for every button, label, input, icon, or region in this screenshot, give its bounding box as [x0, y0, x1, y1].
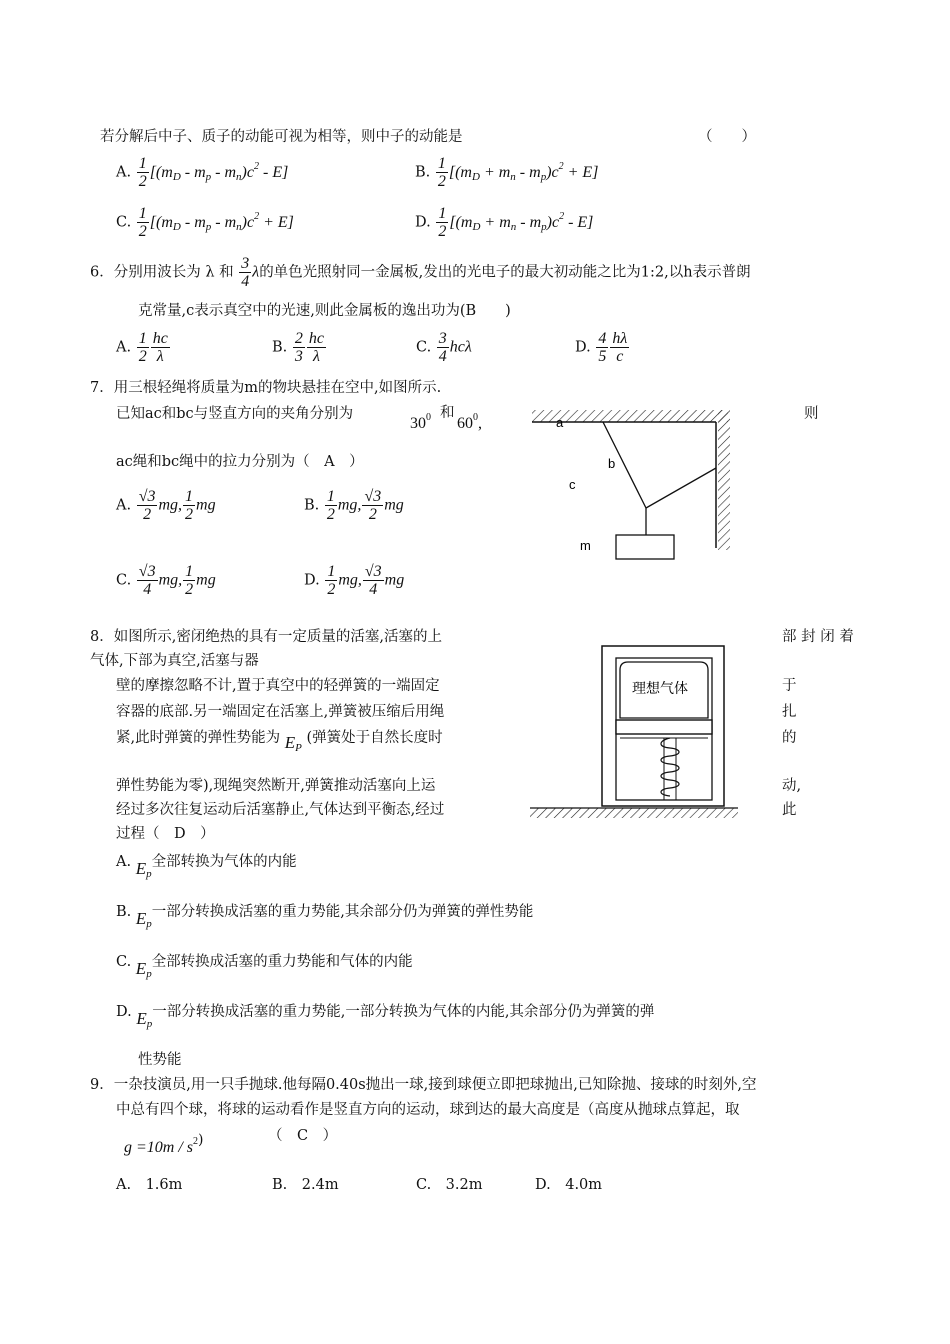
- q8-option-b[interactable]: B. $E_p$一部分转换成活塞的重力势能,其余部分仍为弹簧的弹性势能: [116, 904, 534, 930]
- q5-option-b[interactable]: B. $\frac{1}{2}$ $[(m_D + m_n - m_p)c^2 + E]$: [415, 155, 599, 190]
- q7-angle-30: $30^0$: [410, 412, 431, 432]
- q7-option-c[interactable]: C. $\frac{√3}{4}$ mg, $\frac{1}{2}$ mg: [116, 563, 216, 598]
- q8-stem-line6-right: 动,: [782, 778, 802, 794]
- label-b: b: [608, 456, 616, 471]
- q6-option-a[interactable]: A. $\frac{1}{2}$ $\frac{hc}{\lambda}$: [116, 330, 168, 365]
- q7-rope-diagram: [528, 400, 738, 570]
- q7-option-d[interactable]: D. $\frac{1}{2}$ mg, $\frac{√3}{4}$ mg: [304, 563, 405, 598]
- q7-stem-line2: 已知ac和bc与竖直方向的夹角分别为: [116, 406, 354, 422]
- q5-answer-paren: （ ）: [698, 129, 756, 145]
- piston: [616, 720, 712, 734]
- q8-stem-line8: 过程（ D ）: [116, 826, 215, 842]
- q9-stem-line1: 9．一杂技演员,用一只手抛球.他每隔0.40s抛出一球,接到球便立即把球抛出,已知除抛、接球的时刻外,空: [90, 1077, 757, 1093]
- q7-option-a[interactable]: A. $\frac{√3}{2}$ mg, $\frac{1}{2}$ mg: [116, 488, 216, 523]
- q6-stem-line1: 6．分别用波长为 λ 和 $\frac{3}{4}$ λ的单色光照射同一金属板,发出的光电子的最大初动能之比为1:2,以h表示普朗: [90, 255, 751, 290]
- q6-option-c[interactable]: C. $\frac{3}{4}$ hcλ: [416, 330, 472, 365]
- q8-container-diagram: [528, 640, 738, 820]
- q7-stem-line1: 7．用三根轻绳将质量为m的物块悬挂在空中,如图所示.: [90, 380, 442, 396]
- q8-stem-line5: 紧,此时弹簧的弹性势能为 $E_P$ (弹簧处于自然长度时: [116, 730, 443, 754]
- label-a: a: [556, 415, 564, 430]
- q9-g-expression: $g =10m / s^2$): [124, 1132, 204, 1156]
- q6-option-d[interactable]: D. $\frac{4}{5}$ $\frac{h\lambda}{c}$: [575, 330, 628, 365]
- q6-stem-line2: 克常量,c表示真空中的光速,则此金属板的逸出功为(B ): [138, 303, 511, 319]
- q5-option-a[interactable]: A. $\frac{1}{2}$ $[(m_D - m_p - m_n)c^2 - E]$: [116, 155, 289, 190]
- q8-option-a[interactable]: A. $E_p$全部转换为气体的内能: [116, 854, 297, 880]
- wall-hatch: [718, 410, 730, 550]
- q5-option-c[interactable]: C. $\frac{1}{2}$ $[(m_D - m_p - m_n)c^2 + E]$: [116, 205, 294, 240]
- q5-option-d[interactable]: D. $\frac{1}{2}$ $[(m_D + m_n - m_p)c^2 - E]$: [415, 205, 594, 240]
- rope-bc: [646, 468, 716, 508]
- label-m: m: [580, 538, 591, 553]
- q7-angle-60: $60^0$,: [457, 412, 482, 432]
- q9-answer: （ C ）: [268, 1128, 338, 1144]
- q8-option-d-continued: 性势能: [138, 1052, 182, 1068]
- q8-stem-line5-right: 的: [782, 730, 797, 746]
- q6-option-b[interactable]: B. $\frac{2}{3}$ $\frac{hc}{\lambda}$: [272, 330, 324, 365]
- q8-stem-line3: 壁的摩擦忽略不计,置于真空中的轻弹簧的一端固定: [116, 678, 440, 694]
- ground-hatch: [530, 808, 738, 818]
- q8-stem-line6: 弹性势能为零),现绳突然断开,弹簧推动活塞向上运: [116, 778, 436, 794]
- q8-option-c[interactable]: C. $E_p$全部转换成活塞的重力势能和气体的内能: [116, 954, 413, 980]
- q8-stem-line4: 容器的底部.另一端固定在活塞上,弹簧被压缩后用绳: [116, 704, 445, 720]
- q5-stem: 若分解后中子、质子的动能可视为相等，则中子的动能是: [100, 129, 463, 145]
- q8-stem-line7-right: 此: [782, 802, 797, 818]
- q8-stem-line1-right: 部 封 闭 着: [782, 629, 854, 645]
- q8-stem-line7: 经过多次往复运动后活塞静止,气体达到平衡态,经过: [116, 802, 445, 818]
- block-m: [616, 535, 674, 559]
- gas-label: 理想气体: [632, 680, 688, 696]
- label-c: c: [569, 477, 576, 492]
- q8-stem-line1: 8．如图所示,密闭绝热的具有一定质量的活塞,活塞的上: [90, 629, 442, 645]
- q8-stem-line2: 气体,下部为真空,活塞与器: [90, 653, 259, 669]
- q9-stem-line2: 中总有四个球，将球的运动看作是竖直方向的运动，球到达的最大高度是（高度从抛球点算起，取: [116, 1102, 740, 1118]
- q9-option-b[interactable]: B. 2.4m: [272, 1177, 339, 1193]
- q7-stem-line3: ac绳和bc绳中的拉力分别为（ A ）: [116, 454, 364, 470]
- q7-stem-ze: 则: [804, 406, 819, 422]
- q9-option-c[interactable]: C. 3.2m: [416, 1177, 483, 1193]
- q8-stem-line3-right: 于: [782, 678, 797, 694]
- q7-option-b[interactable]: B. $\frac{1}{2}$ mg, $\frac{√3}{2}$ mg: [304, 488, 404, 523]
- q7-stem-and: 和: [440, 405, 455, 421]
- q9-option-d[interactable]: D. 4.0m: [535, 1177, 603, 1193]
- q9-option-a[interactable]: A. 1.6m: [116, 1177, 183, 1193]
- q8-stem-line4-right: 扎: [782, 704, 797, 720]
- q8-option-d[interactable]: D. $E_p$一部分转换成活塞的重力势能,一部分转换为气体的内能,其余部分仍为弹簧的弹: [116, 1004, 655, 1030]
